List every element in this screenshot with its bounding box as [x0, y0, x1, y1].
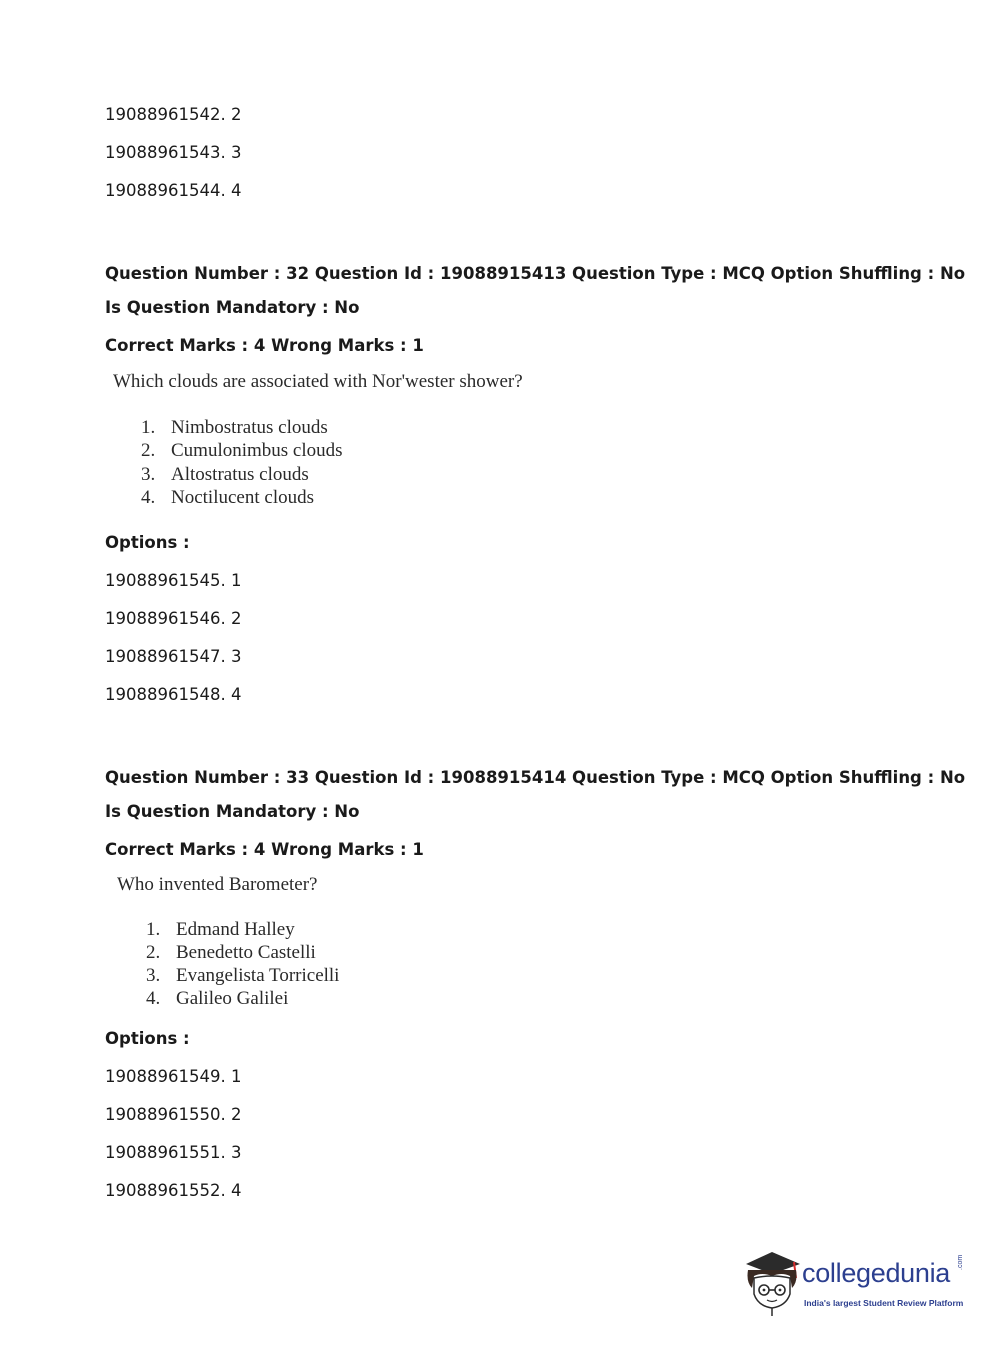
- option-item: 19088961551. 3: [105, 1143, 242, 1162]
- choice-item: [141, 417, 328, 439]
- choice-text: Noctilucent clouds: [171, 487, 314, 508]
- choice-item: [146, 919, 295, 941]
- choice-number: 1.: [146, 919, 161, 940]
- choice-item: [141, 487, 314, 509]
- option-item: 19088961549. 1: [105, 1067, 242, 1086]
- logo-com: .com: [957, 1254, 964, 1270]
- question-mandatory: Is Question Mandatory : No: [105, 802, 360, 821]
- logo-tagline: India's largest Student Review Platform: [804, 1298, 964, 1308]
- choice-item: [146, 988, 288, 1010]
- choice-text: Benedetto Castelli: [176, 942, 316, 963]
- options-label: Options :: [105, 533, 190, 552]
- choice-item: [146, 942, 316, 964]
- choice-text: Cumulonimbus clouds: [171, 440, 343, 461]
- question-mandatory: Is Question Mandatory : No: [105, 298, 360, 317]
- mascot-icon: [742, 1248, 802, 1318]
- question-text: Which clouds are associated with Nor'wester shower?: [113, 371, 523, 392]
- question-text: Who invented Barometer?: [117, 874, 318, 895]
- choice-text: Galileo Galilei: [176, 988, 289, 1009]
- choice-item: [141, 464, 309, 486]
- option-item: 19088961543. 3: [105, 143, 242, 162]
- choice-text: Nimbostratus clouds: [171, 417, 328, 438]
- question-header: Question Number : 33 Question Id : 19088915414 Question Type : MCQ Option Shuffling : No: [105, 768, 966, 787]
- choice-number: 2.: [141, 440, 156, 461]
- choice-number: 3.: [146, 965, 161, 986]
- choice-number: 4.: [146, 988, 161, 1009]
- question-marks: Correct Marks : 4 Wrong Marks : 1: [105, 336, 424, 355]
- logo-wordmark: collegedunia: [802, 1258, 951, 1288]
- collegedunia-logo: [742, 1248, 972, 1318]
- choice-number: 4.: [141, 487, 156, 508]
- option-item: 19088961546. 2: [105, 609, 242, 628]
- option-item: 19088961547. 3: [105, 647, 242, 666]
- choice-number: 3.: [141, 464, 156, 485]
- option-item: 19088961544. 4: [105, 181, 242, 200]
- option-item: 19088961548. 4: [105, 685, 242, 704]
- choice-number: 2.: [146, 942, 161, 963]
- choice-text: Edmand Halley: [176, 919, 295, 940]
- option-item: 19088961545. 1: [105, 571, 242, 590]
- question-header: Question Number : 32 Question Id : 19088915413 Question Type : MCQ Option Shuffling : No: [105, 264, 966, 283]
- option-item: 19088961550. 2: [105, 1105, 242, 1124]
- choice-item: [146, 965, 339, 987]
- question-marks: Correct Marks : 4 Wrong Marks : 1: [105, 840, 424, 859]
- choice-text: Altostratus clouds: [171, 464, 309, 485]
- choice-text: Evangelista Torricelli: [176, 965, 340, 986]
- options-label: Options :: [105, 1029, 190, 1048]
- option-item: 19088961542. 2: [105, 105, 242, 124]
- choice-number: 1.: [141, 417, 156, 438]
- choice-item: [141, 440, 343, 462]
- option-item: 19088961552. 4: [105, 1181, 242, 1200]
